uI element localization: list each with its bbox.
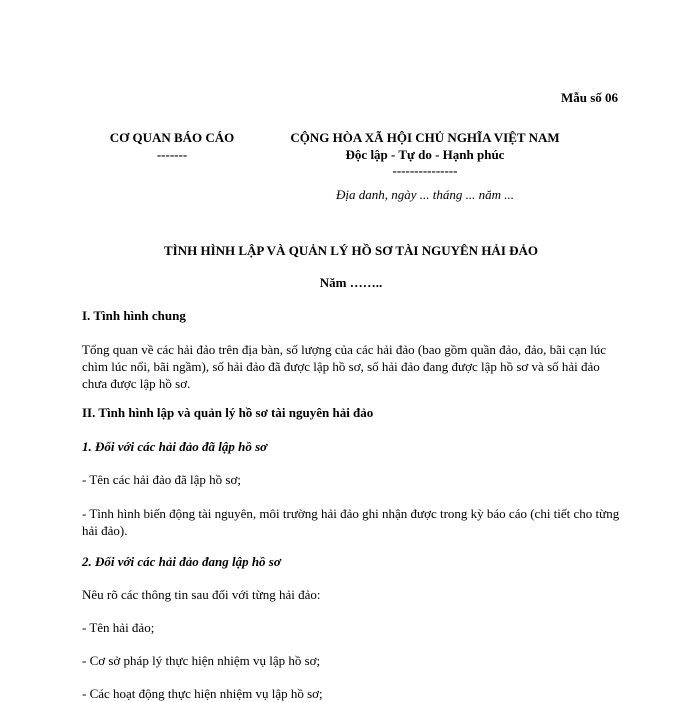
- section-1-body: Tổng quan về các hải đảo trên địa bàn, số lượng của các hải đảo (bao gồm quần đảo, đảo, bãi cạn lúc chìm lúc nổi, bãi ngầm), số hải đảo đã được lập hồ sơ, số hải đảo đang được lập hồ sơ và số hải đảo chưa được lập hồ sơ.: [82, 342, 606, 391]
- subsection-2-1-item-2: - Tình hình biến động tài nguyên, môi trường hải đảo ghi nhận được trong kỳ báo cáo (chi tiết cho từng hải đảo).: [82, 506, 620, 538]
- subsection-2-2-item-1: - Tên hải đảo;: [82, 620, 155, 635]
- subsection-2-2-item-3: - Các hoạt động thực hiện nhiệm vụ lập hồ sơ;: [82, 686, 323, 701]
- republic-name: CỘNG HÒA XÃ HỘI CHỦ NGHĨA VIỆT NAM: [290, 130, 560, 145]
- motto-underline: ---------------: [392, 163, 458, 178]
- national-motto: Độc lập - Tự do - Hạnh phúc: [345, 147, 505, 162]
- form-number: Mẫu số 06: [560, 90, 618, 105]
- subsection-2-2-item-2: - Cơ sở pháp lý thực hiện nhiệm vụ lập hồ sơ;: [82, 653, 321, 668]
- section-2-heading: II. Tình hình lập và quản lý hồ sơ tài nguyên hải đảo: [82, 405, 374, 420]
- agency-name: CƠ QUAN BÁO CÁO: [109, 130, 235, 145]
- subsection-2-1-heading: 1. Đối với các hải đảo đã lập hồ sơ: [82, 439, 268, 454]
- subsection-2-2-intro: Nêu rõ các thông tin sau đối với từng hải đảo:: [82, 587, 321, 602]
- subsection-2-2-heading: 2. Đối với các hải đảo đang lập hồ sơ: [82, 554, 281, 569]
- section-1-heading: I. Tình hình chung: [82, 308, 186, 323]
- document-title: TÌNH HÌNH LẬP VÀ QUẢN LÝ HỒ SƠ TÀI NGUYÊN HẢI ĐẢO: [163, 243, 539, 258]
- place-date: Địa danh, ngày ... tháng ... năm ...: [335, 187, 515, 202]
- subsection-2-1-item-1: - Tên các hải đảo đã lập hồ sơ;: [82, 472, 241, 487]
- agency-underline: -------: [156, 147, 188, 162]
- report-year: Năm ……..: [319, 275, 383, 290]
